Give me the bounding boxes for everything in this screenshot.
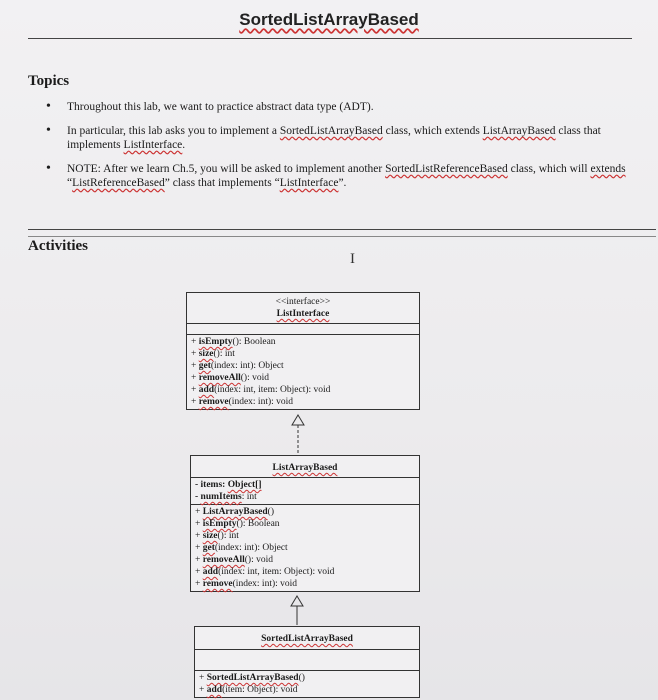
topics-heading: Topics <box>28 73 70 89</box>
uml-member-line: + removeAll(): void <box>191 373 269 383</box>
uml-member-line: + add(item: Object): void <box>199 685 298 695</box>
topics-list <box>40 100 630 200</box>
activities-divider-bottom <box>28 236 656 237</box>
sorted-methods-section <box>195 670 419 697</box>
document-title: SortedListArrayBased <box>239 10 419 29</box>
uml-interface-box <box>186 292 420 410</box>
uml-member-line: + isEmpty(): Boolean <box>195 519 280 529</box>
uml-member-line: + removeAll(): void <box>195 555 273 565</box>
interface-stereotype: <<interface>> <box>275 297 331 307</box>
uml-member-line: - items: Object[] <box>195 480 262 490</box>
uml-member-line: + isEmpty(): Boolean <box>191 337 276 347</box>
title-divider <box>28 38 632 39</box>
text-cursor-icon: I <box>350 251 355 267</box>
topic-bullet-3: • NOTE: After we learn Ch.5, you will be asked to implement another SortedListReferenceBased class, which will extends “ListReferenceBased” class that implements “ListInterface”. <box>46 161 626 189</box>
uml-member-line: + get(index: int): Object <box>195 543 288 553</box>
interface-fields-section <box>187 323 419 334</box>
uml-member-line: + size(): int <box>191 349 235 359</box>
uml-sortedlistarraybased-box <box>194 626 420 698</box>
uml-member-line: + add(index: int, item: Object): void <box>195 567 335 577</box>
interface-methods-section <box>187 334 419 409</box>
topic-bullet-1: • Throughout this lab, we want to practice abstract data type (ADT). <box>46 99 374 114</box>
listarraybased-name: ListArrayBased <box>272 463 338 473</box>
listarraybased-fields-section <box>191 477 419 504</box>
uml-member-line: - numItems: int <box>195 492 257 502</box>
uml-member-line: + ListArrayBased() <box>195 507 274 517</box>
uml-member-line: + get(index: int): Object <box>191 361 284 371</box>
extends-arrow-icon <box>290 595 304 625</box>
activities-heading: Activities <box>28 238 88 254</box>
uml-member-line: + remove(index: int): void <box>191 397 294 407</box>
uml-listarraybased-box <box>190 455 420 592</box>
uml-member-line: + size(): int <box>195 531 239 541</box>
uml-member-line: + remove(index: int): void <box>195 579 298 589</box>
inheritance-arrow-icon <box>291 414 305 454</box>
uml-member-line: + SortedListArrayBased() <box>199 673 305 683</box>
uml-member-line: + add(index: int, item: Object): void <box>191 385 331 395</box>
activities-divider-top <box>28 229 656 230</box>
sorted-name: SortedListArrayBased <box>261 634 353 644</box>
sorted-fields-section <box>195 649 419 670</box>
interface-name: ListInterface <box>276 309 330 319</box>
topic-bullet-2: • In particular, this lab asks you to implement a SortedListArrayBased class, which extends ListArrayBased class that implements ListInterface. <box>46 123 601 151</box>
listarraybased-methods-section <box>191 504 419 591</box>
